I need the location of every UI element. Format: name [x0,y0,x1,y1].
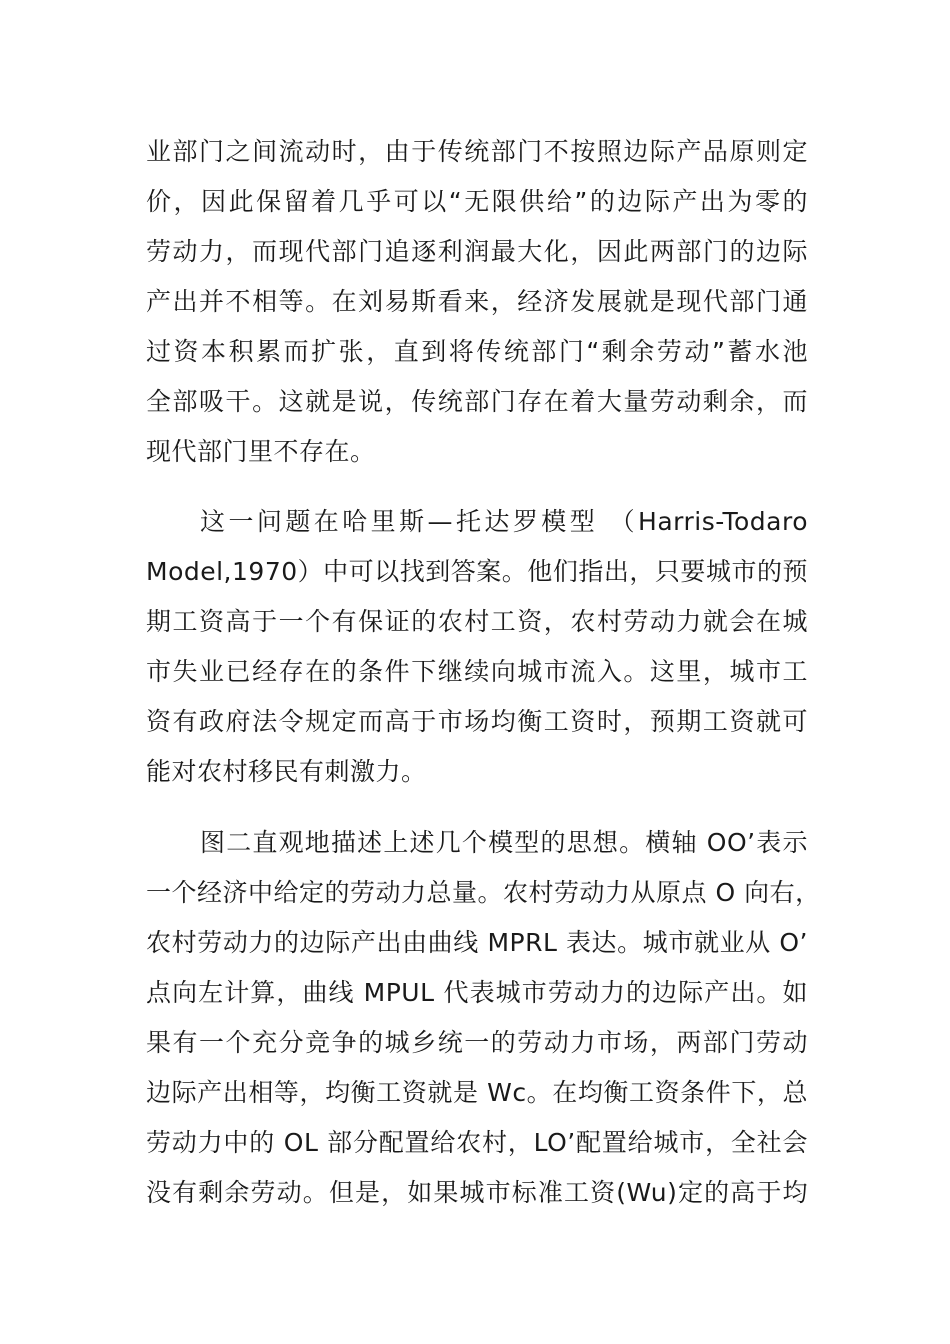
text-line: 业部门之间流动时，由于传统部门不按照边际产品原则定 [146,137,808,166]
paragraph-harris-todaro [146,497,808,797]
text-line: 价，因此保留着几乎可以“无限供给”的边际产出为零的 [146,187,808,216]
text-line: 期工资高于一个有保证的农村工资，农村劳动力就会在城 [146,607,808,636]
text-line: 劳动力中的 OL 部分配置给农村，LO’配置给城市，全社会 [146,1128,808,1157]
text-line: 能对农村移民有刺激力。 [146,757,427,786]
text-line: 产出并不相等。在刘易斯看来，经济发展就是现代部门通 [146,287,808,316]
text-line: 点向左计算，曲线 MPUL 代表城市劳动力的边际产出。如 [146,978,808,1007]
text-line: 边际产出相等，均衡工资就是 Wc。在均衡工资条件下，总 [146,1078,808,1107]
paragraph-lewis-model [146,127,808,477]
paragraph-figure-two [146,818,821,1218]
text-line: 农村劳动力的边际产出由曲线 MPRL 表达。城市就业从 O’ [146,928,808,957]
text-line: 全部吸干。这就是说，传统部门存在着大量劳动剩余，而 [146,387,808,416]
text-line: 图二直观地描述上述几个模型的思想。横轴 OO’表示 [200,828,808,857]
text-line: 劳动力，而现代部门追逐利润最大化，因此两部门的边际 [146,237,808,266]
text-line: 市失业已经存在的条件下继续向城市流入。这里，城市工 [146,657,808,686]
text-line: 现代部门里不存在。 [146,437,376,466]
text-line: 果有一个充分竞争的城乡统一的劳动力市场，两部门劳动 [146,1028,808,1057]
text-line: Model,1970）中可以找到答案。他们指出，只要城市的预 [146,557,808,586]
text-line: 过资本积累而扩张，直到将传统部门“剩余劳动”蓄水池 [146,337,808,366]
text-line: 没有剩余劳动。但是，如果城市标准工资(Wu)定的高于均 [146,1178,808,1207]
text-line: 一个经济中给定的劳动力总量。农村劳动力从原点 O 向右， [146,878,821,907]
text-line: 这一问题在哈里斯—托达罗模型 （Harris-Todaro [200,507,808,536]
text-line: 资有政府法令规定而高于市场均衡工资时，预期工资就可 [146,707,808,736]
